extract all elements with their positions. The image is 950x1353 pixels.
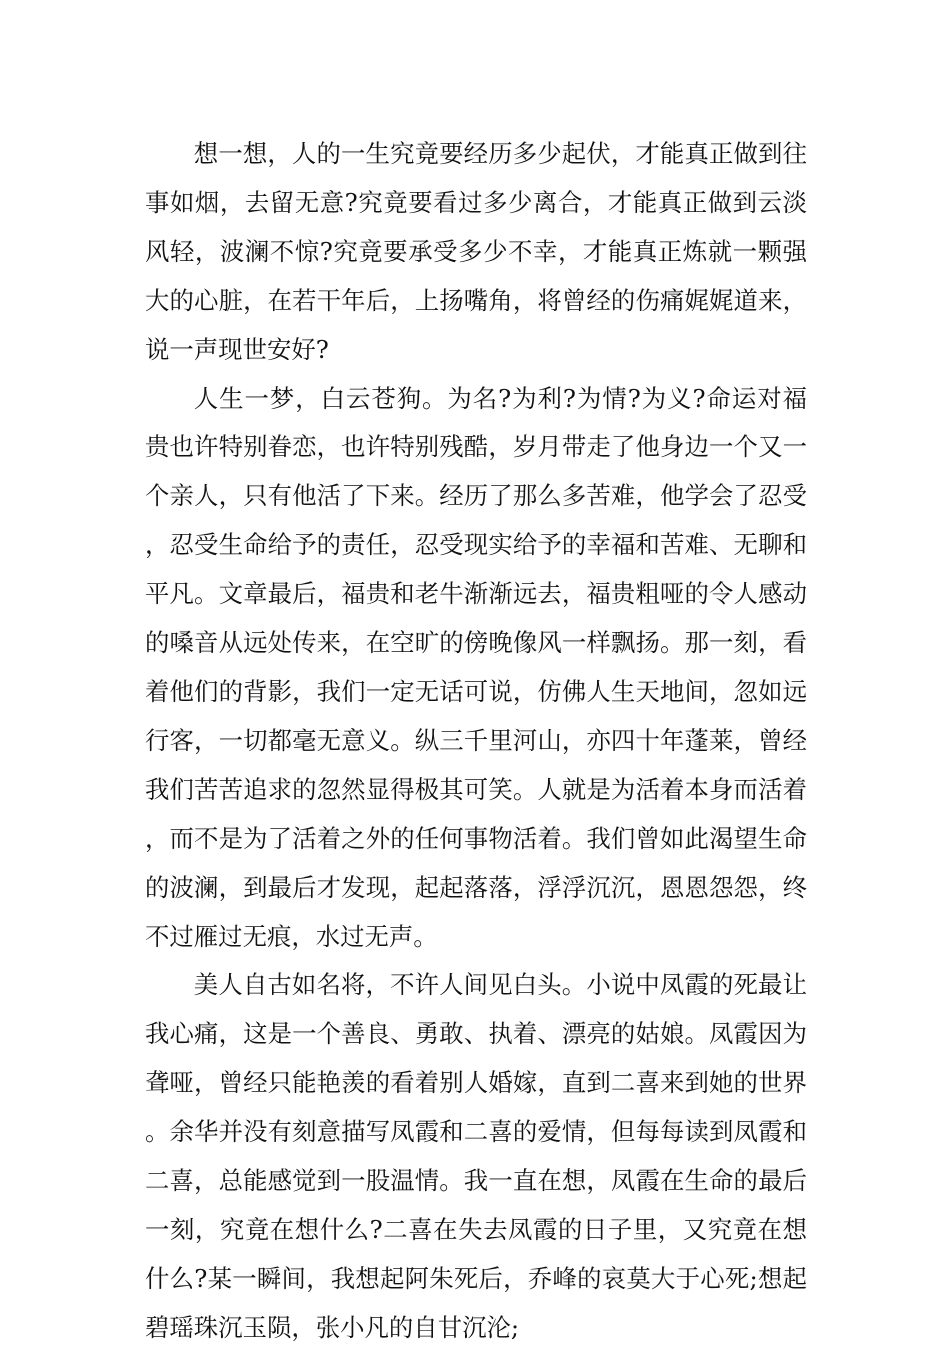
paragraph-3: 美人自古如名将，不许人间见白头。小说中凤霞的死最让我心痛，这是一个善良、勇敢、执着、漂亮的姑娘。凤霞因为聋哑，曾经只能艳羡的看着别人婚嫁，直到二喜来到她的世界。余华并没有刻意描写凤霞和二喜的爱情，但每每读到凤霞和二喜，总能感觉到一股温情。我一直在想，凤霞在生命的最后一刻，究竟在想什么?二喜在失去凤霞的日子里，又究竟在想什么?某一瞬间，我想起阿朱死后，乔峰的哀莫大于心死;想起碧瑶珠沉玉陨，张小凡的自甘沉沦; [145, 970, 807, 1342]
paragraph-2: 人生一梦，白云苍狗。为名?为利?为情?为义?命运对福贵也许特别眷恋，也许特别残酷，岁月带走了他身边一个又一个亲人，只有他活了下来。经历了那么多苦难，他学会了忍受，忍受生命给予的责任，忍受现实给予的幸福和苦难、无聊和平凡。文章最后，福贵和老牛渐渐远去，福贵粗哑的令人感动的嗓音从远处传来，在空旷的傍晚像风一样飘扬。那一刻，看着他们的背影，我们一定无话可说，仿佛人生天地间，忽如远行客，一切都毫无意义。纵三千里河山，亦四十年蓬莱，曾经我们苦苦追求的忽然显得极其可笑。人就是为活着本身而活着，而不是为了活着之外的任何事物活着。我们曾如此渴望生命的波澜，到最后才发现，起起落落，浮浮沉沉，恩恩怨怨，终不过雁过无痕，水过无声。 [145, 383, 807, 951]
document-body [145, 130, 807, 1353]
paragraph-1: 想一想，人的一生究竟要经历多少起伏，才能真正做到往事如烟，去留无意?究竟要看过多少离合，才能真正做到云淡风轻，波澜不惊?究竟要承受多少不幸，才能真正炼就一颗强大的心脏，在若干年后，上扬嘴角，将曾经的伤痛娓娓道来，说一声现世安好? [145, 139, 807, 364]
